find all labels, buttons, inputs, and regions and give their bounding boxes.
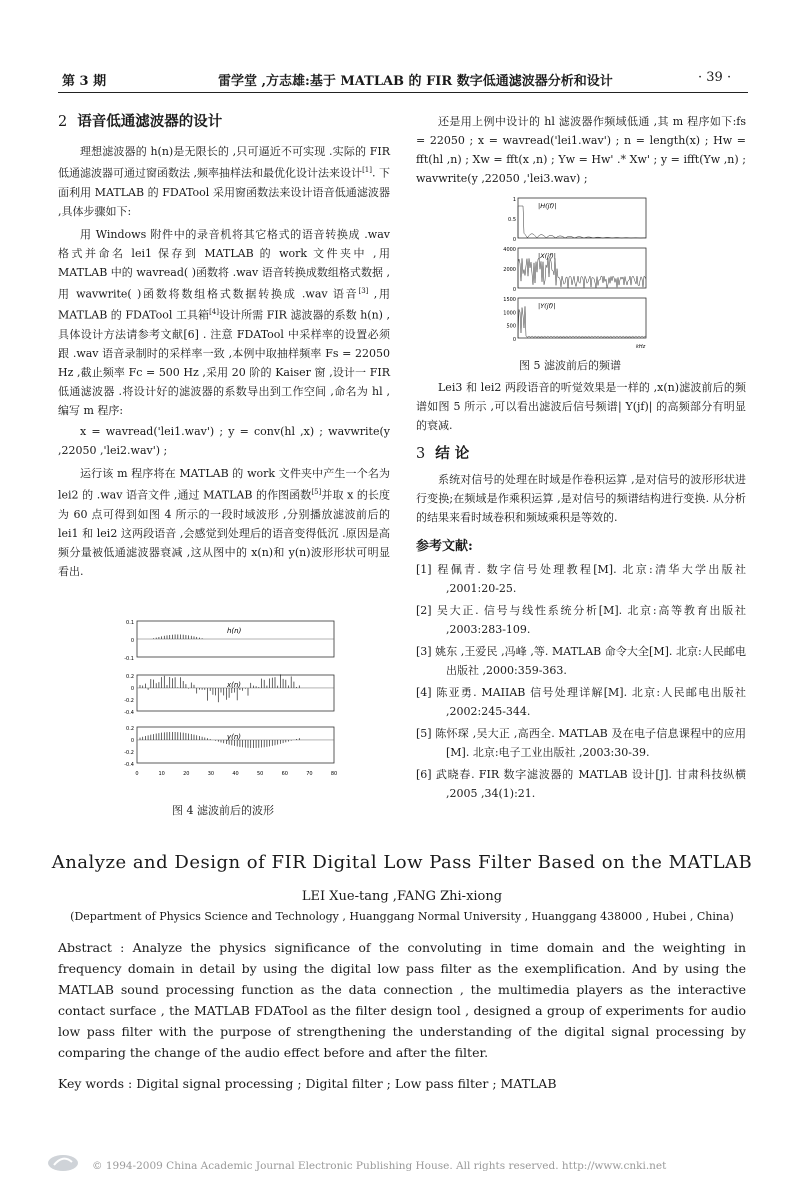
figure4-xtick: 10 [158,771,165,777]
figure4-ytick: -0.4 [124,762,134,768]
figure4-ytick: -0.2 [124,698,134,704]
figure4-panel-label: h(n) [227,627,242,635]
figure5-caption: 图 5 滤波前后的频谱 [519,359,621,372]
figure4-ytick: -0.4 [124,710,134,716]
figure5-spectra [492,194,652,352]
figure5-spectrum [518,306,646,338]
figure4-ytick: 0.1 [126,620,134,626]
english-abstract: Abstract : Analyze the physics significance of the convoluting in time domain and the weighting in frequency domain in detail by using the digital low pass filter as the exemplification. And by using the MATLAB sound processing function as the data connection , the multimedia players as the interactive contact surface , the MATLAB FDATool as the filter design tool , designed a group of experiments for audio low pass filter with the purpose of strengthening the understanding of the digital signal processing by comparing the change of the audio effect before and after the filter. [58,940,746,1060]
right-para1: 还是用上例中设计的 hl 滤波器作频域低通 ,其 m 程序如下:fs = 22050 ; x = wavread('lei1.wav') ; n = length(x) ; Hw = fft(hl ,n) ; Xw = fft(x ,n) ; Yw = Hw' .* Xw' ; y = ifft(Yw ,n) ; wavwrite(y ,22050 ,'lei3.wav) ; [416,115,746,185]
figure4-xtick: 70 [306,771,313,777]
running-header [58,70,748,92]
reference-item: [4] 陈亚勇. MAIIAB 信号处理详解[M]. 北京:人民邮电出版社 ,2002:245-344. [416,686,747,718]
code-line: x = wavread('lei1.wav') ; y = conv(hl ,x) ; wavwrite(y ,22050 ,'lei2.wav') ; [58,424,390,457]
running-title: 雷学堂 ,方志雄:基于 MATLAB 的 FIR 数字低通滤波器分析和设计 [218,74,613,89]
figure4-ytick: 0 [130,638,134,644]
figure5-ytick: 0 [512,337,516,343]
issue-number: 第 3 期 [62,74,107,89]
figure4-waveforms [115,617,340,779]
references-heading: 参考文献: [416,539,473,554]
english-authors: LEI Xue-tang ,FANG Zhi-xiong [301,889,503,904]
figure5-ytick: 0.5 [508,217,516,223]
figure4-ytick: 0 [130,738,134,744]
left-column [58,112,390,581]
figure4-xtick: 20 [183,771,190,777]
section2-heading: 2 语音低通滤波器的设计 [58,113,223,130]
figure5-xunit: kHz [636,344,646,350]
references-list [416,560,746,803]
figure5-spectrum [518,206,646,238]
figure4-xtick: 80 [330,771,338,777]
figure5-spectrum [518,258,646,288]
figure4-panel-label: x(n) [227,681,242,689]
english-title: Analyze and Design of FIR Digital Low Pass Filter Based on the MATLAB [51,852,753,873]
figure5-ytick: 0 [512,237,516,243]
figure5-ytick: 1 [512,197,516,203]
figure5-ytick: 500 [506,323,516,330]
copyright-footer: © 1994-2009 China Academic Journal Electronic Publishing House. All rights reserved. http://www.cnki.net [92,1160,667,1172]
figure5-panel-label: |X(jf)| [538,252,556,260]
reference-item: [5] 陈怀琛 ,吴大正 ,高西全. MATLAB 及在电子信息课程中的应用[M]. 北京:电子工业出版社 ,2003:30-39. [416,727,747,759]
section2-para2: 用 Windows 附件中的录音机将其它格式的语音转换成 .wav 格式并命名 lei1 保存到 MATLAB 的 work 文件夹中 ,用 MATLAB 中的 wavread( )函数将 .wav 语音转换成数组格式数据 ,用 wavwrite( )函数将数组格式数据转换成 .wav 语音[3] ,用 MATLAB 的 FDATool 工具箱[4]设计所需 FIR 滤波器的系数 h(n) ,具体设计方法请参考文献[6] . 注意 FDATool 中采样率的设置必须跟 .wav 语音录制时的采样率一致 ,本例中取抽样频率 Fs = 22050 Hz ,截止频率 Fc = 500 Hz ,采用 20 阶的 Kaiser 窗 ,设计一 FIR 低通滤波器 .将设计好的滤波器的系数导出到工作空间 ,命名为 hl ,编写 m 程序: [58,227,391,417]
reference-item: [1] 程佩青. 数字信号处理教程[M]. 北京:清华大学出版社 ,2001:20-25. [416,563,746,595]
reference-item: [3] 姚东 ,王爱民 ,冯峰 ,等. MATLAB 命令大全[M]. 北京:人民邮电出版社 ,2000:359-363. [416,645,746,677]
figure4-ytick: 0.2 [126,674,134,680]
section3-para1: 系统对信号的处理在时域是作卷积运算 ,是对信号的波形形状进行变换;在频域是作乘积运算 ,是对信号的频谱结构进行变换. 从分析的结果来看时域卷积和频域乘积是等效的. [416,473,746,524]
figure5-panel-label: |Y(jf)| [538,302,556,310]
figure4-caption: 图 4 滤波前后的波形 [172,804,274,817]
figure4-xtick: 50 [256,771,264,777]
figure4-ytick: 0 [130,686,134,692]
right-column [416,112,746,188]
figure4-xtick: 60 [281,771,288,777]
figure4-ytick: -0.2 [124,750,134,756]
figure5-ytick: 1500 [503,297,516,303]
figure5-ytick: 1000 [503,310,516,317]
page-number: · 39 · [698,70,732,85]
right-para2: Lei3 和 lei2 两段语音的听觉效果是一样的 ,x(n)滤波前后的频谱如图 5 所示 ,可以看出滤波后信号频谱| Y(jf)| 的高频部分有明显的衰减. [416,381,746,432]
figure5-panel-label: |H(jf)| [538,202,557,210]
reference-item: [2] 吴大正. 信号与线性系统分析[M]. 北京:高等教育出版社 ,2003:283-109. [416,604,746,636]
english-affiliation: (Department of Physics Science and Technology , Huanggang Normal University , Huanggang 438000 , Hubei , China) [70,910,734,923]
figure5-ytick: 2000 [503,267,516,273]
section2-para1: 理想滤波器的 h(n)是无限长的 ,只可逼近不可实现 .实际的 FIR 低通滤波器可通过窗函数法 ,频率抽样法和最优化设计法来设计[1]. 下面利用 MATLAB 的 FDATool 采用窗函数法来设计语音低通滤波器 ,具体步骤如下: [58,145,390,218]
reference-item: [6] 武晓春. FIR 数字滤波器的 MATLAB 设计[J]. 甘肃科技纵横 ,2005 ,34(1):21. [416,768,746,800]
section2-para3: 运行该 m 程序将在 MATLAB 的 work 文件夹中产生一个名为 lei2 的 .wav 语音文件 ,通过 MATLAB 的作图函数[5]并取 x 的长度为 60 点可得到如图 4 所示的一段时域波形 ,分别播放滤波前后的 lei1 和 lei2 这两段语音 ,会感觉到处理后的语音变得低沉 .原因是高频分量被低通滤波器衰减 ,这从图中的 x(n)和 y(n)波形形状可明显看出. [58,466,391,578]
figure4-panel-label: y(n) [227,733,242,741]
header-rule [58,92,748,93]
english-keywords: Key words : Digital signal processing ; Digital filter ; Low pass filter ; MATLAB [58,1076,557,1091]
figure4-ytick: -0.1 [124,656,134,662]
figure4-xtick: 0 [135,771,139,777]
figure5-ytick: 4000 [503,247,516,253]
figure5-ytick: 0 [512,287,516,293]
figure4-xtick: 30 [207,771,215,777]
publisher-logo [46,1152,80,1174]
section3-heading: 3 结 论 [416,445,470,462]
figure4-ytick: 0.2 [126,726,134,732]
right-column-lower [416,378,746,806]
figure4-xtick: 40 [232,771,239,777]
